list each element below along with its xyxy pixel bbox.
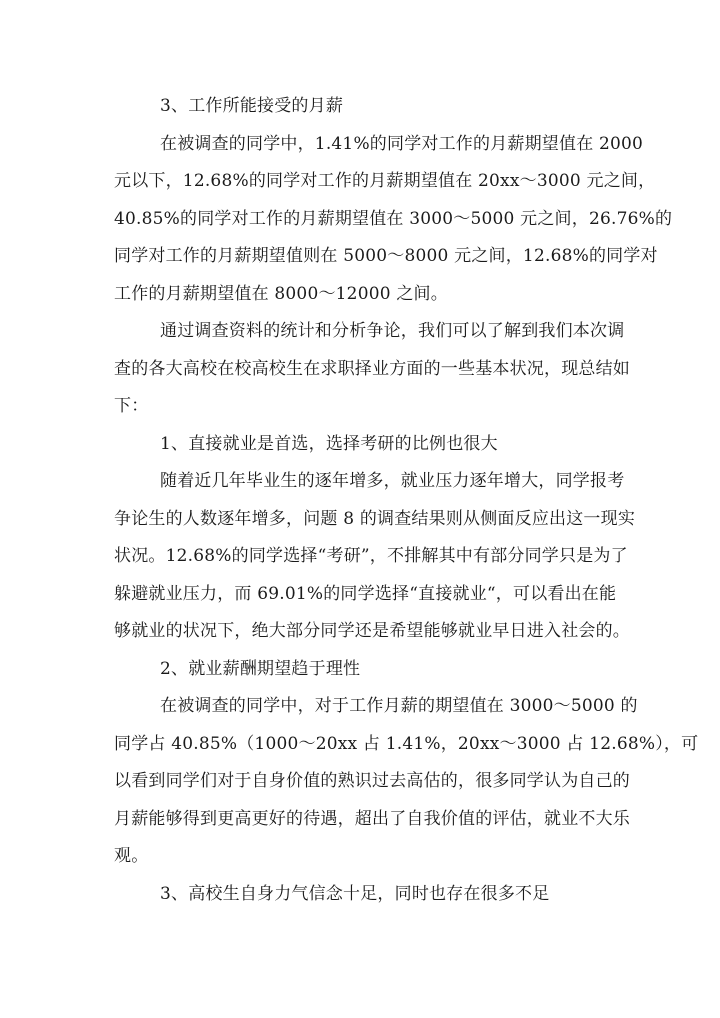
paragraph-line: 工作的月薪期望值在 8000～12000 之间。: [114, 283, 448, 304]
paragraph-line: 躲避就业压力，而 69.01%的同学选择“直接就业“，可以看出在能: [114, 583, 617, 604]
paragraph-line: 状况。12.68%的同学选择“考研”，不排解其中有部分同学只是为了: [114, 546, 628, 566]
paragraph-line: 查的各大高校在校高校生在求职择业方面的一些基本状况，现总结如: [114, 358, 630, 379]
paragraph-line: 在被调查的同学中，1.41%的同学对工作的月薪期望值在 2000: [160, 133, 644, 154]
paragraph-line: 同学对工作的月薪期望值则在 5000～8000 元之间，12.68%的同学对: [114, 246, 658, 266]
paragraph-line: 够就业的状况下，绝大部分同学还是希望能够就业早日进入社会的。: [114, 621, 630, 641]
paragraph-line: 以看到同学们对于自身价值的熟识过去高估的，很多同学认为自己的: [114, 771, 630, 791]
section-heading-salary-expectation: 2、就业薪酬期望趋于理性: [160, 658, 361, 679]
paragraph-line: 通过调查资料的统计和分析争论，我们可以了解到我们本次调: [160, 321, 625, 341]
section-heading-direct-employment: 1、直接就业是首选，选择考研的比例也很大: [160, 433, 498, 454]
section-heading-monthly-salary: 3、工作所能接受的月薪: [160, 96, 344, 116]
paragraph-line: 在被调查的同学中，对于工作月薪的期望值在 3000～5000 的: [160, 696, 638, 716]
paragraph-line: 随着近几年毕业生的逐年增多，就业压力逐年增大，同学报考: [160, 471, 625, 491]
paragraph-line: 元以下，12.68%的同学对工作的月薪期望值在 20xx～3000 元之间，: [114, 171, 656, 191]
paragraph-line: 争论生的人数逐年增多，问题 8 的调查结果则从侧面反应出这一现实: [114, 508, 636, 529]
paragraph-line: 月薪能够得到更高更好的待遇，超出了自我价值的评估，就业不大乐: [114, 808, 630, 829]
paragraph-line: 下：: [114, 396, 149, 416]
paragraph-line: 40.85%的同学对工作的月薪期望值在 3000～5000 元之间，26.76%的: [114, 208, 673, 229]
paragraph-line: 同学占 40.85%（1000～20xx 占 1.41%，20xx～3000 占 12.68%），可: [114, 733, 699, 754]
paragraph-line: 观。: [114, 846, 149, 866]
document-page: [114, 88, 699, 913]
section-heading-self-confidence: 3、高校生自身力气信念十足，同时也存在很多不足: [160, 883, 550, 904]
